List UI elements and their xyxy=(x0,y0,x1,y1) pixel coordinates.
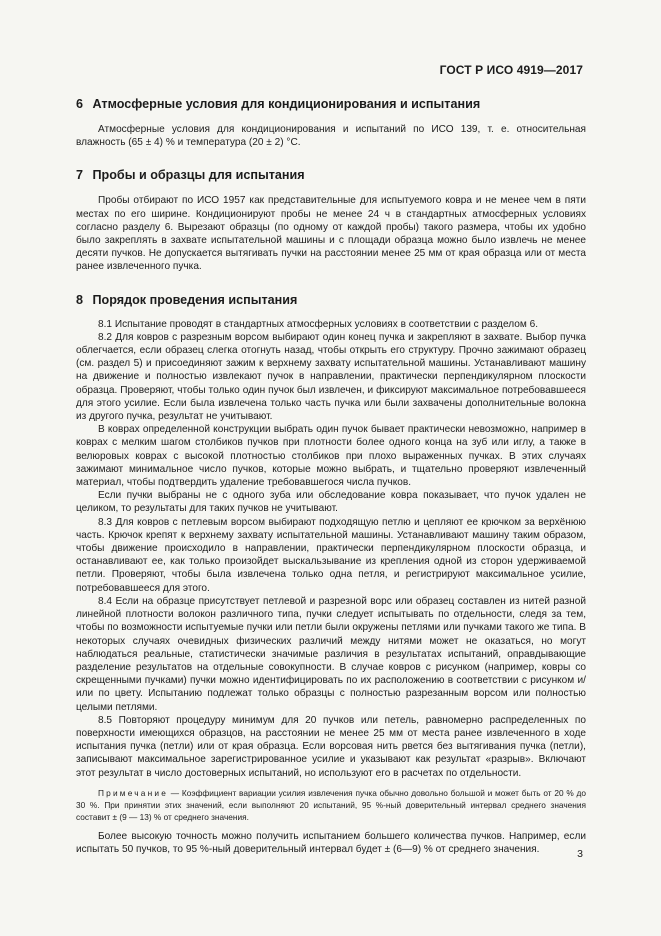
paragraph: Атмосферные условия для кондиционирования и испытаний по ИСО 139, т. е. относительная влажность (65 ± 4) % и температура (20 ± 2) °С. xyxy=(76,124,586,149)
paragraph-8-2: 8.2 Для ковров с разрезным ворсом выбирают один конец пучка и закрепляют в захвате. Выбор пучка облегчается, если образец слегка отогнуть назад, чтобы открыть его структуру. Прочно зажимают образец (см. раздел 5) и присоединяют зажим к верхнему захвату испытательной машины. Устанавливают машину на движение и полностью извлекают пучок в направлении, практически перпендикулярном плоскости образца. Проверяют, чтобы только один пучок был извлечен, и фиксируют максимальное потребовавшееся для этого усилие. Если была извлечена только часть пучка или были захвачены дополнительные волокна из другого пучка, результат не учитывают. xyxy=(76,331,586,423)
paragraph: В коврах определенной конструкции выбрать один пучок бывает практически невозможно, например в коврах с мелким шагом столбиков пучков при плотности более одного конца на зуб или иглу, а также в велюровых коврах с высокой плотностью столбиков при плохо выраженных пучках. В этих случаях зажимают минимальное число пучков, которые можно выбрать, и тщательно проверяют извлеченный материал, чтобы подтвердить удаление требовавшегося числа пучков. xyxy=(76,424,586,489)
paragraph-8-4: 8.4 Если на образце присутствует петлевой и разрезной ворс или образец составлен из нитей разной линейной плотности волокон различного типа, пучки следует испытывать по отдельности, следя за тем, чтобы по возможности испытуемые пучки или петли были окружены петлями или пучками такого же типа. В некоторых случаях очевидных физических различий между нитями может не оказаться, но могут наблюдаться реальные, статистически значимые различия в результатах испытаний, оправдывающие разделение результатов на отдельные совокупности. В случае ковров с рисунком (например, ковры со скрещенными пучками) пучки можно идентифицировать по их расположению в соответствии с рисунком и/или по цвету. Испытанию подлежат только образцы с полностью разрезанным ворсом или полностью целыми петлями. xyxy=(76,595,586,713)
section-8-heading xyxy=(76,293,586,307)
section-title: Порядок проведения испытания xyxy=(92,292,298,307)
note-label: Примечание xyxy=(98,787,169,798)
paragraph: Пробы отбирают по ИСО 1957 как представительные для испытуемого ковра и не менее чем в пяти местах по его ширине. Кондиционируют пробы не менее 24 ч в стандартных атмосферных условиях согласно разделу 6. Вырезают образцы (по одному от каждой пробы) такого размера, чтобы их удобно было закреплять в захвате испытательной машины и с площади образца можно было извлечь не менее десяти пучков. Не допускается вытягивать пучки на расстоянии менее 25 мм от края образца или от места ранее извлеченного пучка. xyxy=(76,195,586,273)
paragraph-8-5: 8.5 Повторяют процедуру минимум для 20 пучков или петель, равномерно распределенных по поверхности имеющихся образцов, на расстоянии не менее 25 мм от места ранее извлеченного в ходе испытания пучка (петли) или от края образца. Если ворсовая нить рвется без вытягивания пучка (петли), записывают максимальное зарегистрированное усилие и указывают как результат «разрыв». Включают этот результат в число достоверных испытаний, но используют его в расчетах по отдельности. xyxy=(76,714,586,779)
paragraph-8-3: 8.3 Для ковров с петлевым ворсом выбирают подходящую петлю и цепляют ее крючком за верхёнюю часть. Крючок крепят к верхнему захвату испытательной машины. Устанавливают машину таким образом, чтобы движение происходило в направлении, практически перпендикулярном плоскости образца, и останавливают ее, как только произойдет выскальзывание из крепления одной из сторон удерживаемой петли. Проверяют, чтобы была извлечена только одна петля, и регистрируют максимальное усилие, потребовавшееся для этого. xyxy=(76,516,586,594)
document-code: ГОСТ Р ИСО 4919—2017 xyxy=(439,63,583,77)
section-6-heading xyxy=(76,97,586,111)
section-title: Атмосферные условия для кондиционирования и испытания xyxy=(92,97,481,111)
paragraph-8-1: 8.1 Испытание проводят в стандартных атмосферных условиях в соответствии с разделом 6. xyxy=(98,318,539,330)
section-number: 7 xyxy=(76,168,84,183)
section-title: Пробы и образцы для испытания xyxy=(92,168,305,183)
paragraph: Более высокую точность можно получить испытанием большего количества пучков. Например, если испытать 50 пучков, то 95 %-ный доверительный интервал будет ± (6—9) % от среднего значения. xyxy=(76,830,586,855)
note xyxy=(76,787,586,823)
page-body xyxy=(76,90,586,856)
section-number: 8 xyxy=(76,292,84,307)
paragraph: Если пучки выбраны не с одного зуба или обследование ковра показывает, что пучок удален не целиком, то результаты для таких пучков не учитывают. xyxy=(76,490,586,515)
page-number: 3 xyxy=(577,848,583,860)
section-7-heading xyxy=(76,168,586,182)
note-text: — Коэффициент вариации усилия извлечения пучка обычно довольно большой и может быть от 20 % до 30 %. При принятии этих значений, если выполняют 20 испытаний, 95 %-ный доверительный интервал среднего значения составит ± (9 — 13) % от среднего значения. xyxy=(76,787,586,822)
section-number: 6 xyxy=(76,97,84,111)
